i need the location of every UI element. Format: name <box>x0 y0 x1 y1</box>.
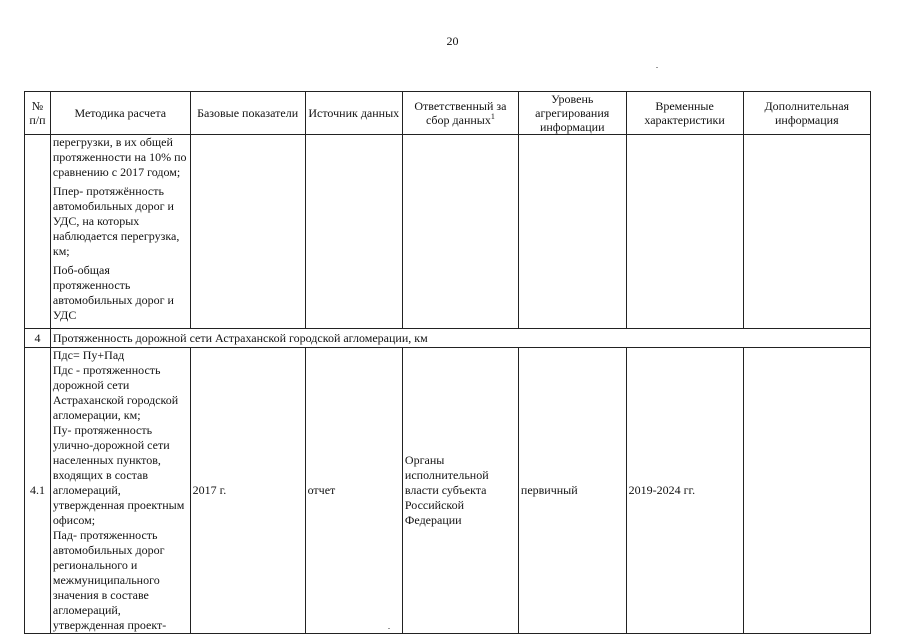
method-paragraph: Пдс - протяженность дорожной сети Астраханской городской агломерации, км; <box>52 363 179 422</box>
row-number: 4.1 <box>25 348 51 634</box>
method-paragraph: Пдс= Пу+Пад <box>52 348 125 362</box>
continuation-empty-cell <box>518 135 626 329</box>
row-time-characteristics: 2019-2024 гг. <box>626 348 743 634</box>
indicator-table <box>24 91 871 634</box>
method-paragraph: Пу- протяженность улично-дорожной сети населенных пунктов, входящих в состав агломераций, утвержденная проектным офисом; <box>52 423 185 527</box>
continuation-empty-cell <box>626 135 743 329</box>
header-number: № п/п <box>25 92 51 135</box>
header-responsible-text: Ответственный за сбор данных <box>414 99 507 127</box>
method-paragraph: Поб-общая протяженность автомобильных дорог и УДС <box>52 263 174 322</box>
scan-speck <box>388 628 390 629</box>
row-base-indicators: 2017 г. <box>190 348 305 634</box>
continuation-method-cell <box>50 135 190 329</box>
header-data-source: Источник данных <box>305 92 402 135</box>
header-base-indicators: Базовые показатели <box>190 92 305 135</box>
section-number: 4 <box>25 329 51 348</box>
row-method-cell <box>50 348 190 634</box>
header-row <box>25 92 871 135</box>
row-responsible: Органы исполнительной власти субъекта Российской Федерации <box>402 348 518 634</box>
table-row <box>25 348 871 634</box>
page-number: 20 <box>446 34 459 48</box>
scan-speck <box>656 67 658 68</box>
continuation-empty-cell <box>190 135 305 329</box>
method-paragraph: Пад- протяженность автомобильных дорог регионального и межмуниципального значения в составе агломераций, утвержденная проект- <box>52 528 167 632</box>
header-time-characteristics: Временные характеристики <box>626 92 743 135</box>
header-responsible <box>402 92 518 135</box>
header-method: Методика расчета <box>50 92 190 135</box>
header-footnote-mark: 1 <box>490 112 495 121</box>
row-aggregation-level: первичный <box>518 348 626 634</box>
header-aggregation-level: Уровень агрегирования информации <box>518 92 626 135</box>
continuation-row <box>25 135 871 329</box>
continuation-empty-cell <box>743 135 870 329</box>
method-paragraph: перегрузки, в их общей протяженности на 10% по сравнению с 2017 годом; <box>52 135 187 179</box>
row-additional-info <box>743 348 870 634</box>
method-paragraph: Ппер- протяжённость автомобильных дорог и УДС, на которых наблюдается перегрузка, км; <box>52 184 180 258</box>
row-data-source: отчет <box>305 348 402 634</box>
section-title: Протяженность дорожной сети Астраханской городской агломерации, км <box>50 329 870 348</box>
header-additional-info: Дополнительная информация <box>743 92 870 135</box>
section-row <box>25 329 871 348</box>
continuation-number-cell <box>25 135 51 329</box>
continuation-empty-cell <box>402 135 518 329</box>
continuation-empty-cell <box>305 135 402 329</box>
